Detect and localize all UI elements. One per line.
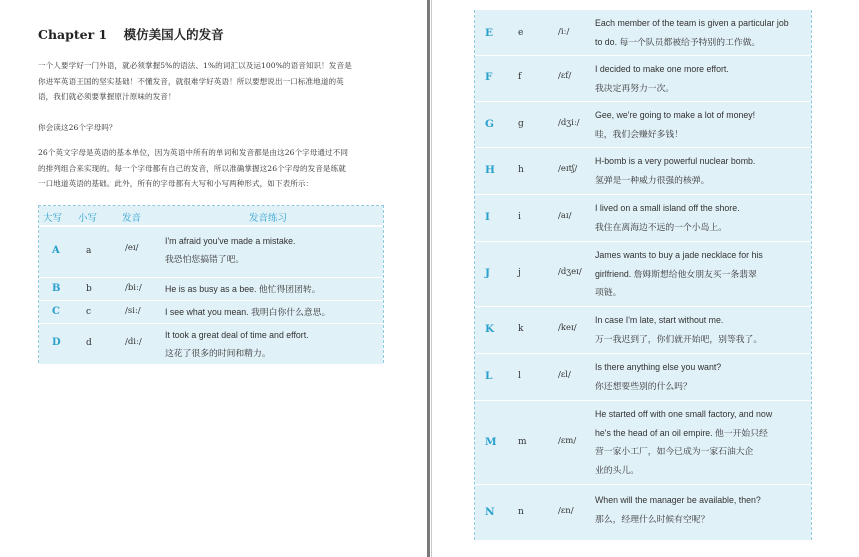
alphabet-line-2: 的排列组合来实现的。每一个字母都有自己的发音，所以准确掌握这26个字母的发音是练就 [38, 163, 346, 173]
intro-line-3: 语，我们就必须要掌握原汁原味的发音！ [38, 92, 176, 102]
lower-letter: d [86, 338, 92, 348]
chapter-number: Chapter 1 [38, 27, 108, 42]
example-en: Is there anything else you want? [595, 362, 722, 372]
lower-letter: a [86, 246, 92, 256]
table-row [475, 485, 811, 540]
example [165, 326, 380, 362]
phonetic: /ɛm/ [558, 436, 577, 446]
example-zh: 我明白你什么意思。 [251, 307, 331, 317]
example-en: H-bomb is a very powerful nuclear bomb. [595, 156, 756, 166]
example-zh: 我恐怕您搞错了吧。 [165, 254, 245, 264]
upper-letter: K [485, 323, 495, 335]
lower-letter: m [518, 437, 527, 447]
phonetic: /siː/ [125, 306, 141, 316]
upper-letter: B [52, 283, 61, 294]
upper-letter: J [485, 267, 490, 279]
phonetic: /aɪ/ [558, 211, 572, 221]
example [595, 491, 807, 528]
example-zh: 我决定再努力一次。 [595, 82, 675, 93]
intro-line-2: 你进军英语王国的坚实基础！不懂发音，就很难学好英语！所以要想说出一口标准地道的英 [38, 76, 344, 86]
lower-letter: i [518, 212, 521, 222]
example-en: James wants to buy a jade necklace for his [595, 250, 763, 260]
table-row [475, 195, 811, 241]
example [165, 280, 380, 298]
header-upper: 大写 [43, 213, 63, 224]
example-zh-2: 业的头儿。 [595, 464, 639, 475]
example [595, 311, 807, 348]
example [595, 358, 807, 395]
table-row [475, 354, 811, 400]
header-practice: 发音练习 [249, 213, 288, 224]
example [595, 199, 807, 236]
example-en: He is as busy as a bee. [165, 284, 257, 294]
example-zh: to do. 每一个队员都被给予特别的工作做。 [595, 36, 761, 47]
example-en: I see what you mean. [165, 307, 249, 317]
phonetic: /dʒeɪ/ [558, 267, 582, 277]
header-phonetic: 发音 [122, 213, 142, 224]
example-en: It took a great deal of time and effort. [165, 330, 309, 340]
upper-letter: N [485, 506, 495, 518]
example-en: Each member of the team is given a particular job [595, 18, 789, 28]
alphabet-line-1: 26个英文字母是英语的基本单位，因为英语中所有的单词和发音都是由这26个字母通过不同 [38, 148, 348, 157]
example-en: I'm afraid you've made a mistake. [165, 236, 296, 246]
lower-letter: l [518, 371, 521, 381]
upper-letter: G [485, 118, 494, 130]
phonetic: /eɪtʃ/ [558, 164, 578, 174]
right-page [432, 0, 859, 557]
example-zh: 我住在离海边不远的一个小岛上。 [595, 221, 727, 232]
example-en: He started off with one small factory, and now [595, 409, 773, 419]
example-en: When will the manager be available, then? [595, 495, 761, 505]
table-row [39, 278, 383, 300]
example [165, 303, 380, 321]
example-en: Gee, we're going to make a lot of money! [595, 110, 756, 120]
lower-letter: h [518, 165, 524, 175]
lower-letter: c [86, 307, 92, 317]
example-en: I lived on a small island off the shore. [595, 203, 740, 213]
phonetic: /ɛl/ [558, 370, 571, 380]
phonetic: /dʒiː/ [558, 118, 580, 128]
table-header [39, 206, 383, 226]
question-paragraph: 你会读这26个字母吗？ [38, 123, 117, 132]
example-en: I decided to make one more effort. [595, 64, 729, 74]
example-zh: 他忙得团团转。 [258, 284, 321, 294]
example-zh-2: 项链。 [595, 287, 622, 297]
upper-letter: A [52, 245, 60, 256]
lower-letter: e [518, 28, 524, 38]
alphabet-table-right [474, 10, 812, 540]
example [595, 152, 807, 189]
table-row [475, 102, 811, 147]
example-zh: 这花了很多的时间和精力。 [165, 348, 271, 358]
lower-letter: g [518, 119, 524, 129]
example-zh: girlfriend. 詹姆斯想给他女朋友买一条翡翠 [595, 268, 757, 279]
intro-line-1: 一个人要学好一门外语，就必须掌握5%的语法、1%的词汇以及运100%的语音知识！发音是 [38, 61, 352, 70]
example [595, 405, 807, 479]
table-row [39, 227, 383, 277]
intro-paragraph [38, 58, 393, 105]
chapter-title: 模仿美国人的发音 [123, 27, 224, 42]
lower-letter: b [86, 284, 92, 294]
upper-letter: M [485, 436, 497, 448]
lower-letter: k [518, 324, 524, 334]
phonetic: /ɛf/ [558, 71, 572, 81]
example-zh: 氢弹是一种威力很强的核弹。 [595, 174, 710, 185]
lower-letter: f [518, 72, 522, 82]
upper-letter: L [485, 370, 493, 382]
phonetic: /eɪ/ [125, 243, 139, 253]
phonetic: /diː/ [125, 337, 142, 347]
header-lower: 小写 [78, 213, 98, 224]
phonetic: /ɛn/ [558, 506, 574, 516]
lower-letter: n [518, 507, 524, 517]
chapter-heading [38, 25, 224, 43]
example-en: In case I'm late, start without me. [595, 315, 724, 325]
upper-letter: H [485, 164, 495, 176]
phonetic: /iː/ [558, 27, 570, 37]
table-row [475, 307, 811, 353]
example-en-2: he's the head of an oil empire. 他一开始只经 [595, 427, 768, 438]
lower-letter: j [518, 268, 521, 278]
table-row [39, 324, 383, 364]
example-zh: 你还想要些别的什么吗？ [595, 380, 692, 391]
table-row [475, 56, 811, 101]
table-row [475, 10, 811, 55]
example-zh: 万一我迟到了，你们就开始吧，别等我了。 [595, 333, 763, 344]
upper-letter: C [52, 306, 60, 317]
table-row [475, 242, 811, 306]
example [165, 232, 380, 268]
upper-letter: E [485, 27, 494, 39]
alphabet-table-left [38, 205, 384, 363]
example [595, 106, 807, 143]
table-row [475, 401, 811, 484]
example [595, 246, 807, 302]
example-zh: 营一家小工厂，如今已成为一家石油大企 [595, 446, 754, 456]
upper-letter: D [52, 337, 61, 348]
page-gutter-divider [427, 0, 430, 557]
example-zh: 那么，经理什么时候有空呢？ [595, 513, 710, 524]
example [595, 60, 807, 97]
table-row [475, 148, 811, 194]
phonetic: /keɪ/ [558, 323, 577, 333]
alphabet-line-3: 一口地道英语的基础。此外，所有的字母都有大写和小写两种形式，如下表所示： [38, 179, 314, 189]
example [595, 14, 807, 51]
upper-letter: I [485, 211, 490, 223]
phonetic: /biː/ [125, 283, 142, 293]
upper-letter: F [485, 71, 493, 83]
example-zh: 哇，我们会赚好多钱！ [595, 128, 683, 139]
table-row [39, 301, 383, 323]
left-page [0, 0, 427, 557]
alphabet-paragraph [38, 145, 393, 192]
